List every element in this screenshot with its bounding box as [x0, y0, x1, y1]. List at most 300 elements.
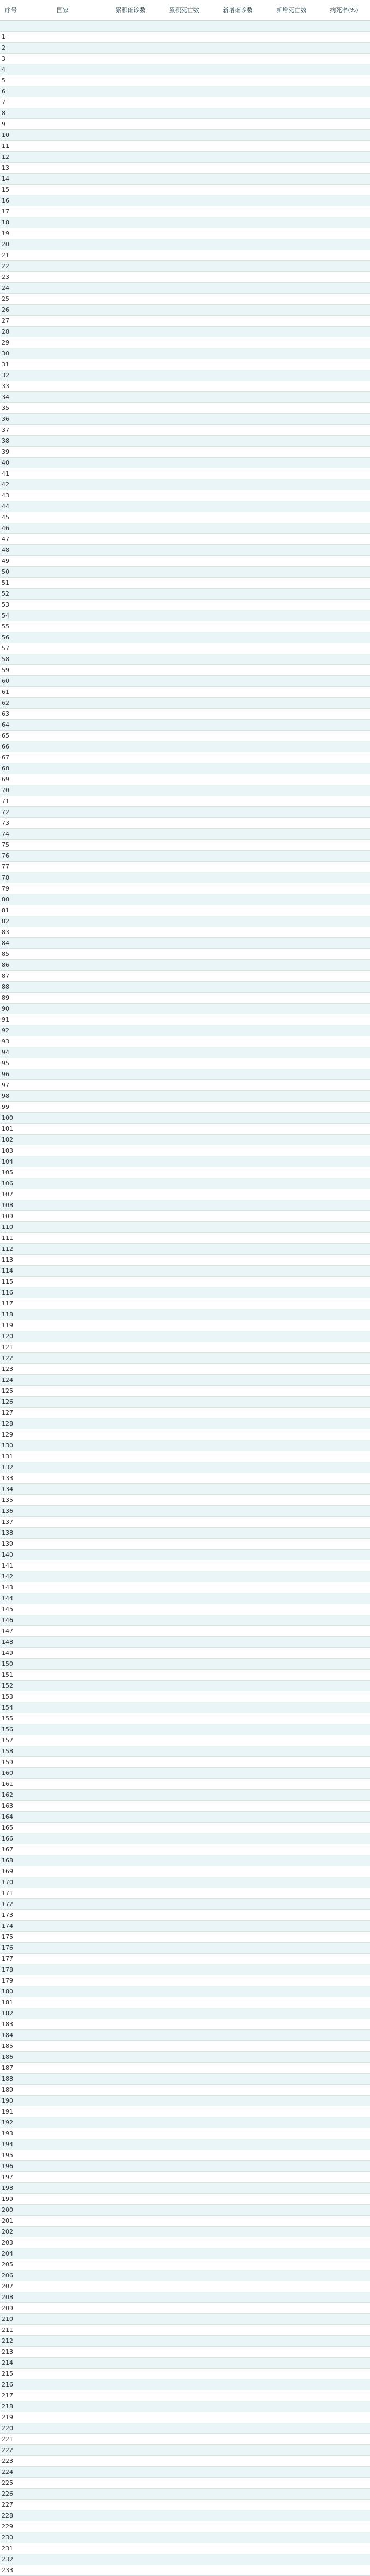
- table-row: [0, 1801, 370, 1812]
- row-new-confirmed: [211, 1004, 265, 1014]
- row-new-deaths: [265, 1604, 318, 1615]
- row-confirmed: [104, 2019, 157, 2030]
- row-deaths: [157, 578, 211, 589]
- row-confirmed: [104, 796, 157, 807]
- row-new-deaths: [265, 490, 318, 501]
- row-confirmed: [104, 927, 157, 938]
- row-serial: 112: [0, 1244, 22, 1255]
- row-confirmed: [104, 54, 157, 64]
- row-fatality-rate: [318, 239, 370, 250]
- table-row: [0, 1298, 370, 1309]
- row-country: [22, 2106, 104, 2117]
- row-new-deaths: [265, 1408, 318, 1418]
- row-deaths: [157, 1397, 211, 1408]
- row-fatality-rate: [318, 1757, 370, 1768]
- row-new-deaths: [265, 1178, 318, 1189]
- row-confirmed: [104, 1823, 157, 1833]
- row-new-deaths: [265, 239, 318, 250]
- row-confirmed: [104, 1167, 157, 1178]
- row-serial: 196: [0, 2161, 22, 2172]
- table-row: [0, 2358, 370, 2369]
- row-fatality-rate: [318, 1571, 370, 1582]
- row-new-confirmed: [211, 2106, 265, 2117]
- row-country: [22, 141, 104, 152]
- row-country: [22, 2347, 104, 2358]
- row-new-deaths: [265, 796, 318, 807]
- row-fatality-rate: [318, 1560, 370, 1571]
- row-serial: 228: [0, 2510, 22, 2521]
- row-new-deaths: [265, 1746, 318, 1757]
- row-fatality-rate: [318, 589, 370, 600]
- row-deaths: [157, 501, 211, 512]
- row-new-deaths: [265, 741, 318, 752]
- row-fatality-rate: [318, 2401, 370, 2412]
- row-serial: 78: [0, 872, 22, 883]
- row-new-confirmed: [211, 2401, 265, 2412]
- row-serial: 130: [0, 1440, 22, 1451]
- row-country: [22, 2237, 104, 2248]
- row-fatality-rate: [318, 971, 370, 982]
- row-deaths: [157, 1418, 211, 1429]
- row-new-confirmed: [211, 195, 265, 206]
- row-new-deaths: [265, 2205, 318, 2216]
- row-deaths: [157, 2019, 211, 2030]
- row-fatality-rate: [318, 1702, 370, 1713]
- row-deaths: [157, 1659, 211, 1670]
- row-deaths: [157, 2248, 211, 2259]
- row-new-confirmed: [211, 2041, 265, 2052]
- row-serial: 187: [0, 2063, 22, 2074]
- row-confirmed: [104, 1364, 157, 1375]
- row-country: [22, 1582, 104, 1593]
- row-serial: 69: [0, 774, 22, 785]
- row-serial: 67: [0, 752, 22, 763]
- row-serial: 171: [0, 1888, 22, 1899]
- table-row: [0, 1833, 370, 1844]
- row-new-deaths: [265, 2347, 318, 2358]
- row-new-deaths: [265, 2303, 318, 2314]
- row-serial: 175: [0, 1932, 22, 1943]
- row-new-confirmed: [211, 894, 265, 905]
- col-header-new-deaths: 新增死亡数: [265, 0, 318, 21]
- table-row: [0, 676, 370, 687]
- row-new-deaths: [265, 228, 318, 239]
- row-confirmed: [104, 1943, 157, 1954]
- row-confirmed: [104, 1145, 157, 1156]
- row-deaths: [157, 1866, 211, 1877]
- row-country: [22, 600, 104, 610]
- row-fatality-rate: [318, 731, 370, 741]
- row-deaths: [157, 2347, 211, 2358]
- row-country: [22, 359, 104, 370]
- row-new-deaths: [265, 2063, 318, 2074]
- row-fatality-rate: [318, 392, 370, 403]
- row-new-confirmed: [211, 2412, 265, 2423]
- row-fatality-rate: [318, 2390, 370, 2401]
- row-country: [22, 567, 104, 578]
- row-serial: 85: [0, 949, 22, 960]
- row-serial: 109: [0, 1211, 22, 1222]
- row-fatality-rate: [318, 2434, 370, 2445]
- row-country: [22, 1986, 104, 1997]
- row-fatality-rate: [318, 2379, 370, 2390]
- row-fatality-rate: [318, 1506, 370, 1517]
- row-country: [22, 2489, 104, 2500]
- row-serial: 100: [0, 1113, 22, 1124]
- row-new-confirmed: [211, 152, 265, 163]
- row-fatality-rate: [318, 2478, 370, 2489]
- row-new-deaths: [265, 1593, 318, 1604]
- row-new-deaths: [265, 2019, 318, 2030]
- row-new-confirmed: [211, 348, 265, 359]
- row-new-confirmed: [211, 665, 265, 676]
- row-new-confirmed: [211, 2336, 265, 2347]
- row-confirmed: [104, 185, 157, 195]
- row-new-confirmed: [211, 479, 265, 490]
- row-new-deaths: [265, 2379, 318, 2390]
- row-serial: 110: [0, 1222, 22, 1233]
- row-new-confirmed: [211, 1484, 265, 1495]
- row-country: [22, 2041, 104, 2052]
- row-serial: 209: [0, 2303, 22, 2314]
- row-deaths: [157, 2172, 211, 2183]
- row-deaths: [157, 916, 211, 927]
- table-row: [0, 2500, 370, 2510]
- row-confirmed: [104, 2150, 157, 2161]
- row-new-confirmed: [211, 2096, 265, 2106]
- row-serial: 125: [0, 1386, 22, 1397]
- table-row: [0, 883, 370, 894]
- row-new-deaths: [265, 905, 318, 916]
- row-country: [22, 971, 104, 982]
- row-new-deaths: [265, 337, 318, 348]
- row-serial: 150: [0, 1659, 22, 1670]
- row-fatality-rate: [318, 1768, 370, 1779]
- row-fatality-rate: [318, 1659, 370, 1670]
- row-country: [22, 1277, 104, 1287]
- table-row: [0, 1036, 370, 1047]
- row-serial: 115: [0, 1277, 22, 1287]
- row-country: [22, 1506, 104, 1517]
- row-confirmed: [104, 250, 157, 261]
- row-serial: 118: [0, 1309, 22, 1320]
- row-new-deaths: [265, 2336, 318, 2347]
- row-new-deaths: [265, 949, 318, 960]
- table-row: [0, 2456, 370, 2467]
- row-deaths: [157, 1178, 211, 1189]
- row-confirmed: [104, 1266, 157, 1277]
- table-row: [0, 2478, 370, 2489]
- row-confirmed: [104, 436, 157, 447]
- row-country: [22, 2521, 104, 2532]
- row-new-confirmed: [211, 2085, 265, 2096]
- row-fatality-rate: [318, 709, 370, 720]
- row-new-deaths: [265, 185, 318, 195]
- table-row: [0, 610, 370, 621]
- row-serial: 134: [0, 1484, 22, 1495]
- table-row: [0, 654, 370, 665]
- table-row: [0, 2412, 370, 2423]
- row-country: [22, 1626, 104, 1637]
- row-deaths: [157, 1724, 211, 1735]
- row-new-confirmed: [211, 1855, 265, 1866]
- row-new-deaths: [265, 512, 318, 523]
- row-new-deaths: [265, 916, 318, 927]
- table-row: [0, 2336, 370, 2347]
- row-new-deaths: [265, 1571, 318, 1582]
- row-new-deaths: [265, 1266, 318, 1277]
- row-country: [22, 1724, 104, 1735]
- row-deaths: [157, 348, 211, 359]
- table-row: [0, 1550, 370, 1560]
- row-serial: 170: [0, 1877, 22, 1888]
- table-row: [0, 1418, 370, 1429]
- row-new-confirmed: [211, 32, 265, 43]
- row-fatality-rate: [318, 2281, 370, 2292]
- row-deaths: [157, 2128, 211, 2139]
- row-new-deaths: [265, 250, 318, 261]
- row-country: [22, 1135, 104, 1145]
- table-row: [0, 862, 370, 872]
- table-row: [0, 43, 370, 54]
- table-row: [0, 872, 370, 883]
- row-confirmed: [104, 141, 157, 152]
- row-confirmed: [104, 2303, 157, 2314]
- row-country: [22, 1517, 104, 1528]
- row-country: [22, 1266, 104, 1277]
- total-confirmed: [104, 21, 157, 32]
- row-confirmed: [104, 1964, 157, 1975]
- row-fatality-rate: [318, 1528, 370, 1539]
- row-fatality-rate: [318, 1069, 370, 1080]
- row-deaths: [157, 1855, 211, 1866]
- table-row: [0, 1571, 370, 1582]
- row-fatality-rate: [318, 1954, 370, 1964]
- row-deaths: [157, 250, 211, 261]
- row-serial: 3: [0, 54, 22, 64]
- row-fatality-rate: [318, 1255, 370, 1266]
- row-fatality-rate: [318, 949, 370, 960]
- row-new-confirmed: [211, 1593, 265, 1604]
- row-country: [22, 862, 104, 872]
- row-new-confirmed: [211, 2172, 265, 2183]
- row-deaths: [157, 1331, 211, 1342]
- row-deaths: [157, 75, 211, 86]
- row-fatality-rate: [318, 272, 370, 283]
- row-new-deaths: [265, 534, 318, 545]
- row-new-confirmed: [211, 1495, 265, 1506]
- row-new-confirmed: [211, 1506, 265, 1517]
- row-country: [22, 665, 104, 676]
- row-confirmed: [104, 2489, 157, 2500]
- row-serial: 165: [0, 1823, 22, 1833]
- row-new-confirmed: [211, 2216, 265, 2227]
- row-new-deaths: [265, 1615, 318, 1626]
- table-row: [0, 687, 370, 698]
- row-new-confirmed: [211, 2150, 265, 2161]
- row-serial: 207: [0, 2281, 22, 2292]
- row-new-deaths: [265, 1025, 318, 1036]
- row-new-confirmed: [211, 1801, 265, 1812]
- table-row: [0, 556, 370, 567]
- table-row: [0, 1932, 370, 1943]
- row-serial: 111: [0, 1233, 22, 1244]
- row-fatality-rate: [318, 2532, 370, 2543]
- table-row: [0, 698, 370, 709]
- row-deaths: [157, 381, 211, 392]
- row-fatality-rate: [318, 130, 370, 141]
- row-country: [22, 2303, 104, 2314]
- row-country: [22, 1746, 104, 1757]
- table-row: [0, 1626, 370, 1637]
- row-country: [22, 1036, 104, 1047]
- row-serial: 9: [0, 119, 22, 130]
- row-serial: 129: [0, 1429, 22, 1440]
- row-new-confirmed: [211, 600, 265, 610]
- row-confirmed: [104, 698, 157, 709]
- row-fatality-rate: [318, 927, 370, 938]
- row-deaths: [157, 2303, 211, 2314]
- row-new-confirmed: [211, 807, 265, 818]
- row-new-deaths: [265, 1298, 318, 1309]
- row-country: [22, 545, 104, 556]
- row-country: [22, 436, 104, 447]
- row-country: [22, 927, 104, 938]
- row-deaths: [157, 1255, 211, 1266]
- row-new-deaths: [265, 1156, 318, 1167]
- table-header: [0, 0, 370, 21]
- row-deaths: [157, 1943, 211, 1954]
- row-serial: 151: [0, 1670, 22, 1681]
- row-deaths: [157, 2358, 211, 2369]
- row-new-confirmed: [211, 2521, 265, 2532]
- row-fatality-rate: [318, 2237, 370, 2248]
- row-confirmed: [104, 1233, 157, 1244]
- row-serial: 41: [0, 468, 22, 479]
- row-country: [22, 119, 104, 130]
- row-new-deaths: [265, 829, 318, 840]
- row-new-confirmed: [211, 381, 265, 392]
- row-country: [22, 589, 104, 600]
- table-row: [0, 1342, 370, 1353]
- row-country: [22, 337, 104, 348]
- row-confirmed: [104, 1670, 157, 1681]
- row-confirmed: [104, 2117, 157, 2128]
- row-new-confirmed: [211, 239, 265, 250]
- table-row: [0, 272, 370, 283]
- row-new-confirmed: [211, 1473, 265, 1484]
- row-deaths: [157, 392, 211, 403]
- row-deaths: [157, 2314, 211, 2325]
- row-deaths: [157, 589, 211, 600]
- row-serial: 60: [0, 676, 22, 687]
- row-fatality-rate: [318, 1408, 370, 1418]
- row-deaths: [157, 1801, 211, 1812]
- row-deaths: [157, 2292, 211, 2303]
- row-fatality-rate: [318, 1047, 370, 1058]
- row-new-deaths: [265, 206, 318, 217]
- row-confirmed: [104, 1113, 157, 1124]
- table-row: [0, 1779, 370, 1790]
- row-new-deaths: [265, 2314, 318, 2325]
- row-fatality-rate: [318, 2412, 370, 2423]
- row-country: [22, 960, 104, 971]
- row-serial: 210: [0, 2314, 22, 2325]
- row-confirmed: [104, 1724, 157, 1735]
- row-new-deaths: [265, 1331, 318, 1342]
- row-deaths: [157, 1997, 211, 2008]
- row-fatality-rate: [318, 2205, 370, 2216]
- row-new-confirmed: [211, 534, 265, 545]
- row-new-deaths: [265, 1812, 318, 1823]
- row-deaths: [157, 2543, 211, 2554]
- row-serial: 44: [0, 501, 22, 512]
- row-deaths: [157, 2237, 211, 2248]
- row-fatality-rate: [318, 2467, 370, 2478]
- table-row: [0, 294, 370, 305]
- row-deaths: [157, 239, 211, 250]
- row-new-confirmed: [211, 2347, 265, 2358]
- row-fatality-rate: [318, 1888, 370, 1899]
- row-serial: 157: [0, 1735, 22, 1746]
- table-row: [0, 2183, 370, 2194]
- row-country: [22, 556, 104, 567]
- row-country: [22, 1418, 104, 1429]
- table-row: [0, 1768, 370, 1779]
- row-serial: 203: [0, 2237, 22, 2248]
- row-fatality-rate: [318, 1298, 370, 1309]
- row-deaths: [157, 2510, 211, 2521]
- row-confirmed: [104, 97, 157, 108]
- row-deaths: [157, 1298, 211, 1309]
- row-new-deaths: [265, 1429, 318, 1440]
- row-fatality-rate: [318, 643, 370, 654]
- table-row: [0, 1702, 370, 1713]
- row-deaths: [157, 1648, 211, 1659]
- row-new-confirmed: [211, 1233, 265, 1244]
- row-new-confirmed: [211, 1418, 265, 1429]
- row-fatality-rate: [318, 938, 370, 949]
- table-row: [0, 2434, 370, 2445]
- row-new-deaths: [265, 2270, 318, 2281]
- row-new-deaths: [265, 1364, 318, 1375]
- row-confirmed: [104, 862, 157, 872]
- total-deaths: [157, 21, 211, 32]
- row-confirmed: [104, 1812, 157, 1823]
- row-new-confirmed: [211, 1298, 265, 1309]
- row-fatality-rate: [318, 2259, 370, 2270]
- table-row: [0, 2401, 370, 2412]
- row-new-confirmed: [211, 774, 265, 785]
- row-serial: 56: [0, 632, 22, 643]
- row-confirmed: [104, 2270, 157, 2281]
- row-fatality-rate: [318, 2314, 370, 2325]
- row-confirmed: [104, 2106, 157, 2117]
- row-serial: 45: [0, 512, 22, 523]
- total-label: [22, 21, 104, 32]
- row-fatality-rate: [318, 2423, 370, 2434]
- table-row: [0, 840, 370, 851]
- row-new-confirmed: [211, 425, 265, 436]
- row-confirmed: [104, 2074, 157, 2085]
- row-serial: 128: [0, 1418, 22, 1429]
- row-new-confirmed: [211, 1113, 265, 1124]
- row-new-confirmed: [211, 1178, 265, 1189]
- row-serial: 185: [0, 2041, 22, 2052]
- row-deaths: [157, 698, 211, 709]
- row-country: [22, 1287, 104, 1298]
- row-new-deaths: [265, 1539, 318, 1550]
